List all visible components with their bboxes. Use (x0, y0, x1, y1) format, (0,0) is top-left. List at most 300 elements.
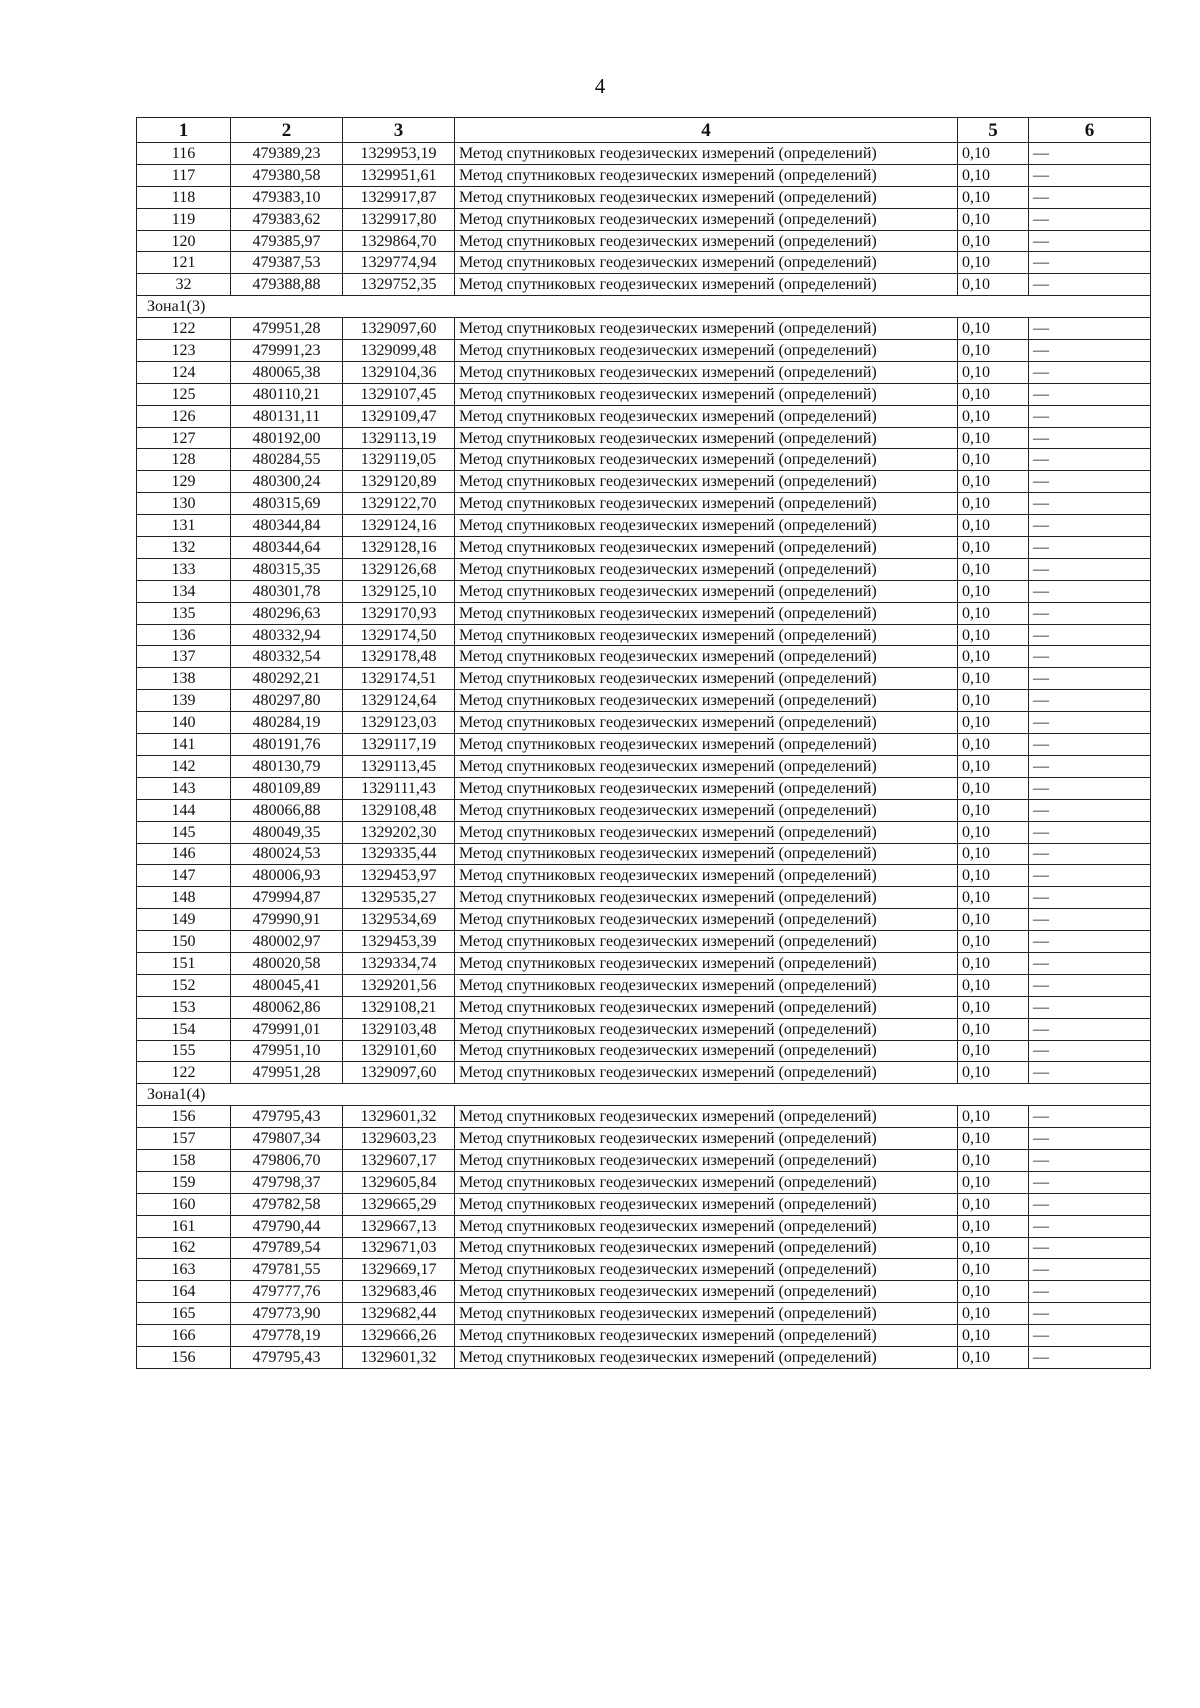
method-cell: Метод спутниковых геодезических измерений (определений) (455, 602, 958, 624)
accuracy-cell: 0,10 (958, 887, 1029, 909)
table-row (137, 1346, 1151, 1368)
note-cell: — (1029, 318, 1151, 340)
accuracy-cell: 0,10 (958, 1062, 1029, 1084)
accuracy-cell: 0,10 (958, 1346, 1029, 1368)
coordinates-table (136, 117, 1151, 1369)
point-number-cell: 132 (137, 537, 231, 559)
coord-y-cell: 1329683,46 (343, 1281, 455, 1303)
note-cell: — (1029, 1128, 1151, 1150)
accuracy-cell: 0,10 (958, 1259, 1029, 1281)
note-cell: — (1029, 712, 1151, 734)
method-cell: Метод спутниковых геодезических измерений (определений) (455, 1346, 958, 1368)
coord-y-cell: 1329103,48 (343, 1018, 455, 1040)
point-number-cell: 146 (137, 843, 231, 865)
note-cell: — (1029, 340, 1151, 362)
note-cell: — (1029, 1018, 1151, 1040)
coord-y-cell: 1329682,44 (343, 1303, 455, 1325)
coord-y-cell: 1329109,47 (343, 405, 455, 427)
method-cell: Метод спутниковых геодезических измерений (определений) (455, 624, 958, 646)
table-row (137, 537, 1151, 559)
table-row (137, 208, 1151, 230)
accuracy-cell: 0,10 (958, 1171, 1029, 1193)
note-cell: — (1029, 1171, 1151, 1193)
note-cell: — (1029, 1040, 1151, 1062)
coord-x-cell: 479389,23 (231, 143, 343, 165)
coord-y-cell: 1329126,68 (343, 558, 455, 580)
note-cell: — (1029, 1259, 1151, 1281)
table-row (137, 515, 1151, 537)
coord-x-cell: 480292,21 (231, 668, 343, 690)
note-cell: — (1029, 252, 1151, 274)
point-number-cell: 133 (137, 558, 231, 580)
coord-y-cell: 1329535,27 (343, 887, 455, 909)
accuracy-cell: 0,10 (958, 558, 1029, 580)
table-row (137, 821, 1151, 843)
point-number-cell: 147 (137, 865, 231, 887)
table-row (137, 734, 1151, 756)
coord-y-cell: 1329170,93 (343, 602, 455, 624)
accuracy-cell: 0,10 (958, 1193, 1029, 1215)
method-cell: Метод спутниковых геодезических измерений (определений) (455, 734, 958, 756)
accuracy-cell: 0,10 (958, 1237, 1029, 1259)
coord-y-cell: 1329107,45 (343, 383, 455, 405)
point-number-cell: 134 (137, 580, 231, 602)
point-number-cell: 164 (137, 1281, 231, 1303)
accuracy-cell: 0,10 (958, 1215, 1029, 1237)
table-row (137, 1018, 1151, 1040)
table-row (137, 471, 1151, 493)
coord-x-cell: 480344,84 (231, 515, 343, 537)
method-cell: Метод спутниковых геодезических измерений (определений) (455, 1281, 958, 1303)
coord-y-cell: 1329119,05 (343, 449, 455, 471)
note-cell: — (1029, 493, 1151, 515)
point-number-cell: 156 (137, 1346, 231, 1368)
point-number-cell: 129 (137, 471, 231, 493)
note-cell: — (1029, 1346, 1151, 1368)
point-number-cell: 136 (137, 624, 231, 646)
point-number-cell: 141 (137, 734, 231, 756)
note-cell: — (1029, 1149, 1151, 1171)
method-cell: Метод спутниковых геодезических измерений (определений) (455, 274, 958, 296)
coord-y-cell: 1329113,45 (343, 755, 455, 777)
method-cell: Метод спутниковых геодезических измерений (определений) (455, 952, 958, 974)
point-number-cell: 149 (137, 909, 231, 931)
table-row (137, 493, 1151, 515)
point-number-cell: 151 (137, 952, 231, 974)
accuracy-cell: 0,10 (958, 843, 1029, 865)
table-row (137, 164, 1151, 186)
coord-y-cell: 1329601,32 (343, 1106, 455, 1128)
coord-x-cell: 479781,55 (231, 1259, 343, 1281)
point-number-cell: 130 (137, 493, 231, 515)
table-row (137, 318, 1151, 340)
accuracy-cell: 0,10 (958, 164, 1029, 186)
accuracy-cell: 0,10 (958, 931, 1029, 953)
point-number-cell: 166 (137, 1325, 231, 1347)
method-cell: Метод спутниковых геодезических измерений (определений) (455, 537, 958, 559)
method-cell: Метод спутниковых геодезических измерений (определений) (455, 361, 958, 383)
table-row (137, 1281, 1151, 1303)
accuracy-cell: 0,10 (958, 580, 1029, 602)
point-number-cell: 158 (137, 1149, 231, 1171)
coord-y-cell: 1329601,32 (343, 1346, 455, 1368)
method-cell: Метод спутниковых геодезических измерений (определений) (455, 186, 958, 208)
method-cell: Метод спутниковых геодезических измерений (определений) (455, 1018, 958, 1040)
accuracy-cell: 0,10 (958, 340, 1029, 362)
table-row (137, 427, 1151, 449)
table-row (137, 755, 1151, 777)
accuracy-cell: 0,10 (958, 777, 1029, 799)
point-number-cell: 148 (137, 887, 231, 909)
zone-header-row (137, 1084, 1151, 1106)
method-cell: Метод спутниковых геодезических измерений (определений) (455, 1149, 958, 1171)
method-cell: Метод спутниковых геодезических измерений (определений) (455, 1171, 958, 1193)
accuracy-cell: 0,10 (958, 186, 1029, 208)
coord-y-cell: 1329174,50 (343, 624, 455, 646)
point-number-cell: 163 (137, 1259, 231, 1281)
table-row (137, 1325, 1151, 1347)
accuracy-cell: 0,10 (958, 471, 1029, 493)
note-cell: — (1029, 515, 1151, 537)
note-cell: — (1029, 1106, 1151, 1128)
note-cell: — (1029, 405, 1151, 427)
method-cell: Метод спутниковых геодезических измерений (определений) (455, 1106, 958, 1128)
method-cell: Метод спутниковых геодезических измерений (определений) (455, 230, 958, 252)
table-row (137, 274, 1151, 296)
note-cell: — (1029, 690, 1151, 712)
method-cell: Метод спутниковых геодезических измерений (определений) (455, 974, 958, 996)
table-row (137, 449, 1151, 471)
point-number-cell: 117 (137, 164, 231, 186)
method-cell: Метод спутниковых геодезических измерений (определений) (455, 208, 958, 230)
accuracy-cell: 0,10 (958, 1128, 1029, 1150)
coord-y-cell: 1329335,44 (343, 843, 455, 865)
coord-y-cell: 1329097,60 (343, 318, 455, 340)
accuracy-cell: 0,10 (958, 208, 1029, 230)
coord-x-cell: 479807,34 (231, 1128, 343, 1150)
coord-x-cell: 480045,41 (231, 974, 343, 996)
coord-y-cell: 1329665,29 (343, 1193, 455, 1215)
coord-y-cell: 1329108,48 (343, 799, 455, 821)
coord-y-cell: 1329453,39 (343, 931, 455, 953)
accuracy-cell: 0,10 (958, 493, 1029, 515)
coord-y-cell: 1329605,84 (343, 1171, 455, 1193)
table-row (137, 646, 1151, 668)
note-cell: — (1029, 1215, 1151, 1237)
table-row (137, 843, 1151, 865)
table-row (137, 602, 1151, 624)
coord-x-cell: 480130,79 (231, 755, 343, 777)
table-row (137, 230, 1151, 252)
point-number-cell: 32 (137, 274, 231, 296)
accuracy-cell: 0,10 (958, 712, 1029, 734)
coord-x-cell: 479951,10 (231, 1040, 343, 1062)
note-cell: — (1029, 909, 1151, 931)
table-row (137, 668, 1151, 690)
coord-x-cell: 479994,87 (231, 887, 343, 909)
point-number-cell: 152 (137, 974, 231, 996)
method-cell: Метод спутниковых геодезических измерений (определений) (455, 690, 958, 712)
method-cell: Метод спутниковых геодезических измерений (определений) (455, 340, 958, 362)
coord-x-cell: 479387,53 (231, 252, 343, 274)
table-row (137, 340, 1151, 362)
coord-y-cell: 1329917,87 (343, 186, 455, 208)
note-cell: — (1029, 734, 1151, 756)
coord-x-cell: 480315,35 (231, 558, 343, 580)
coord-y-cell: 1329666,26 (343, 1325, 455, 1347)
coord-x-cell: 479388,88 (231, 274, 343, 296)
accuracy-cell: 0,10 (958, 734, 1029, 756)
accuracy-cell: 0,10 (958, 755, 1029, 777)
point-number-cell: 137 (137, 646, 231, 668)
point-number-cell: 150 (137, 931, 231, 953)
method-cell: Метод спутниковых геодезических измерений (определений) (455, 777, 958, 799)
coord-y-cell: 1329334,74 (343, 952, 455, 974)
coord-x-cell: 480020,58 (231, 952, 343, 974)
coord-y-cell: 1329752,35 (343, 274, 455, 296)
method-cell: Метод спутниковых геодезических измерений (определений) (455, 515, 958, 537)
point-number-cell: 143 (137, 777, 231, 799)
coord-x-cell: 479795,43 (231, 1106, 343, 1128)
header-row (137, 118, 1151, 143)
zone-label: Зона1(4) (137, 1084, 1151, 1106)
note-cell: — (1029, 230, 1151, 252)
point-number-cell: 165 (137, 1303, 231, 1325)
point-number-cell: 119 (137, 208, 231, 230)
coord-x-cell: 479991,23 (231, 340, 343, 362)
point-number-cell: 145 (137, 821, 231, 843)
accuracy-cell: 0,10 (958, 405, 1029, 427)
accuracy-cell: 0,10 (958, 909, 1029, 931)
point-number-cell: 122 (137, 318, 231, 340)
accuracy-cell: 0,10 (958, 143, 1029, 165)
coord-x-cell: 480110,21 (231, 383, 343, 405)
note-cell: — (1029, 471, 1151, 493)
table-row (137, 580, 1151, 602)
accuracy-cell: 0,10 (958, 449, 1029, 471)
coord-x-cell: 479795,43 (231, 1346, 343, 1368)
accuracy-cell: 0,10 (958, 361, 1029, 383)
point-number-cell: 139 (137, 690, 231, 712)
table-row (137, 1040, 1151, 1062)
point-number-cell: 126 (137, 405, 231, 427)
point-number-cell: 161 (137, 1215, 231, 1237)
coord-x-cell: 479991,01 (231, 1018, 343, 1040)
table-row (137, 252, 1151, 274)
method-cell: Метод спутниковых геодезических измерений (определений) (455, 1062, 958, 1084)
coord-x-cell: 480284,55 (231, 449, 343, 471)
coord-x-cell: 480049,35 (231, 821, 343, 843)
point-number-cell: 140 (137, 712, 231, 734)
table-row (137, 952, 1151, 974)
coord-y-cell: 1329123,03 (343, 712, 455, 734)
coord-x-cell: 480191,76 (231, 734, 343, 756)
note-cell: — (1029, 143, 1151, 165)
coord-y-cell: 1329201,56 (343, 974, 455, 996)
zone-label: Зона1(3) (137, 296, 1151, 318)
note-cell: — (1029, 361, 1151, 383)
table-row (137, 1193, 1151, 1215)
coord-x-cell: 480131,11 (231, 405, 343, 427)
point-number-cell: 154 (137, 1018, 231, 1040)
table-body (137, 143, 1151, 1369)
table-row (137, 383, 1151, 405)
point-number-cell: 157 (137, 1128, 231, 1150)
method-cell: Метод спутниковых геодезических измерений (определений) (455, 996, 958, 1018)
point-number-cell: 159 (137, 1171, 231, 1193)
point-number-cell: 118 (137, 186, 231, 208)
coord-x-cell: 479778,19 (231, 1325, 343, 1347)
note-cell: — (1029, 1325, 1151, 1347)
note-cell: — (1029, 1062, 1151, 1084)
note-cell: — (1029, 580, 1151, 602)
accuracy-cell: 0,10 (958, 624, 1029, 646)
method-cell: Метод спутниковых геодезических измерений (определений) (455, 580, 958, 602)
table-row (137, 405, 1151, 427)
coord-x-cell: 479806,70 (231, 1149, 343, 1171)
method-cell: Метод спутниковых геодезических измерений (определений) (455, 931, 958, 953)
accuracy-cell: 0,10 (958, 1106, 1029, 1128)
point-number-cell: 135 (137, 602, 231, 624)
point-number-cell: 144 (137, 799, 231, 821)
note-cell: — (1029, 1193, 1151, 1215)
table-row (137, 186, 1151, 208)
method-cell: Метод спутниковых геодезических измерений (определений) (455, 799, 958, 821)
coord-y-cell: 1329101,60 (343, 1040, 455, 1062)
method-cell: Метод спутниковых геодезических измерений (определений) (455, 1215, 958, 1237)
coord-x-cell: 480066,88 (231, 799, 343, 821)
method-cell: Метод спутниковых геодезических измерений (определений) (455, 843, 958, 865)
table-row (137, 712, 1151, 734)
accuracy-cell: 0,10 (958, 515, 1029, 537)
point-number-cell: 116 (137, 143, 231, 165)
note-cell: — (1029, 558, 1151, 580)
method-cell: Метод спутниковых геодезических измерений (определений) (455, 558, 958, 580)
accuracy-cell: 0,10 (958, 383, 1029, 405)
table-row (137, 974, 1151, 996)
coord-x-cell: 480297,80 (231, 690, 343, 712)
note-cell: — (1029, 996, 1151, 1018)
note-cell: — (1029, 799, 1151, 821)
coord-y-cell: 1329864,70 (343, 230, 455, 252)
method-cell: Метод спутниковых геодезических измерений (определений) (455, 668, 958, 690)
method-cell: Метод спутниковых геодезических измерений (определений) (455, 427, 958, 449)
coord-y-cell: 1329124,16 (343, 515, 455, 537)
coord-x-cell: 480024,53 (231, 843, 343, 865)
point-number-cell: 156 (137, 1106, 231, 1128)
coord-x-cell: 479790,44 (231, 1215, 343, 1237)
coord-y-cell: 1329125,10 (343, 580, 455, 602)
header-col-1: 1 (137, 118, 231, 143)
point-number-cell: 123 (137, 340, 231, 362)
method-cell: Метод спутниковых геодезических измерений (определений) (455, 383, 958, 405)
coord-y-cell: 1329534,69 (343, 909, 455, 931)
zone-header-row (137, 296, 1151, 318)
method-cell: Метод спутниковых геодезических измерений (определений) (455, 821, 958, 843)
coord-y-cell: 1329669,17 (343, 1259, 455, 1281)
table-row (137, 909, 1151, 931)
table-row (137, 865, 1151, 887)
accuracy-cell: 0,10 (958, 668, 1029, 690)
coord-y-cell: 1329951,61 (343, 164, 455, 186)
method-cell: Метод спутниковых геодезических измерений (определений) (455, 143, 958, 165)
accuracy-cell: 0,10 (958, 537, 1029, 559)
accuracy-cell: 0,10 (958, 252, 1029, 274)
note-cell: — (1029, 164, 1151, 186)
coord-y-cell: 1329774,94 (343, 252, 455, 274)
note-cell: — (1029, 602, 1151, 624)
coord-y-cell: 1329953,19 (343, 143, 455, 165)
method-cell: Метод спутниковых геодезических измерений (определений) (455, 252, 958, 274)
coord-x-cell: 480006,93 (231, 865, 343, 887)
coord-y-cell: 1329202,30 (343, 821, 455, 843)
header-col-6: 6 (1029, 118, 1151, 143)
coord-y-cell: 1329122,70 (343, 493, 455, 515)
coord-x-cell: 479385,97 (231, 230, 343, 252)
table-row (137, 624, 1151, 646)
table-row (137, 1303, 1151, 1325)
note-cell: — (1029, 1281, 1151, 1303)
coord-x-cell: 480284,19 (231, 712, 343, 734)
method-cell: Метод спутниковых геодезических измерений (определений) (455, 1303, 958, 1325)
method-cell: Метод спутниковых геодезических измерений (определений) (455, 1237, 958, 1259)
note-cell: — (1029, 1303, 1151, 1325)
note-cell: — (1029, 931, 1151, 953)
accuracy-cell: 0,10 (958, 996, 1029, 1018)
method-cell: Метод спутниковых геодезических измерений (определений) (455, 405, 958, 427)
method-cell: Метод спутниковых геодезических измерений (определений) (455, 449, 958, 471)
note-cell: — (1029, 821, 1151, 843)
accuracy-cell: 0,10 (958, 1325, 1029, 1347)
coord-x-cell: 480002,97 (231, 931, 343, 953)
coord-y-cell: 1329120,89 (343, 471, 455, 493)
table-row (137, 1171, 1151, 1193)
coord-x-cell: 480062,86 (231, 996, 343, 1018)
table-row (137, 887, 1151, 909)
table-row (137, 996, 1151, 1018)
accuracy-cell: 0,10 (958, 821, 1029, 843)
point-number-cell: 120 (137, 230, 231, 252)
note-cell: — (1029, 668, 1151, 690)
method-cell: Метод спутниковых геодезических измерений (определений) (455, 865, 958, 887)
coord-x-cell: 479951,28 (231, 318, 343, 340)
header-col-4: 4 (455, 118, 958, 143)
coord-y-cell: 1329113,19 (343, 427, 455, 449)
note-cell: — (1029, 974, 1151, 996)
accuracy-cell: 0,10 (958, 1018, 1029, 1040)
coord-y-cell: 1329671,03 (343, 1237, 455, 1259)
method-cell: Метод спутниковых геодезических измерений (определений) (455, 909, 958, 931)
table-row (137, 143, 1151, 165)
method-cell: Метод спутниковых геодезических измерений (определений) (455, 1259, 958, 1281)
coord-x-cell: 480344,64 (231, 537, 343, 559)
coord-x-cell: 479798,37 (231, 1171, 343, 1193)
coord-y-cell: 1329178,48 (343, 646, 455, 668)
accuracy-cell: 0,10 (958, 274, 1029, 296)
table-row (137, 799, 1151, 821)
note-cell: — (1029, 449, 1151, 471)
method-cell: Метод спутниковых геодезических измерений (определений) (455, 712, 958, 734)
method-cell: Метод спутниковых геодезических измерений (определений) (455, 1040, 958, 1062)
coord-y-cell: 1329128,16 (343, 537, 455, 559)
header-col-5: 5 (958, 118, 1029, 143)
point-number-cell: 142 (137, 755, 231, 777)
point-number-cell: 160 (137, 1193, 231, 1215)
coord-x-cell: 479782,58 (231, 1193, 343, 1215)
method-cell: Метод спутниковых геодезических измерений (определений) (455, 1128, 958, 1150)
method-cell: Метод спутниковых геодезических измерений (определений) (455, 1193, 958, 1215)
method-cell: Метод спутниковых геодезических измерений (определений) (455, 646, 958, 668)
